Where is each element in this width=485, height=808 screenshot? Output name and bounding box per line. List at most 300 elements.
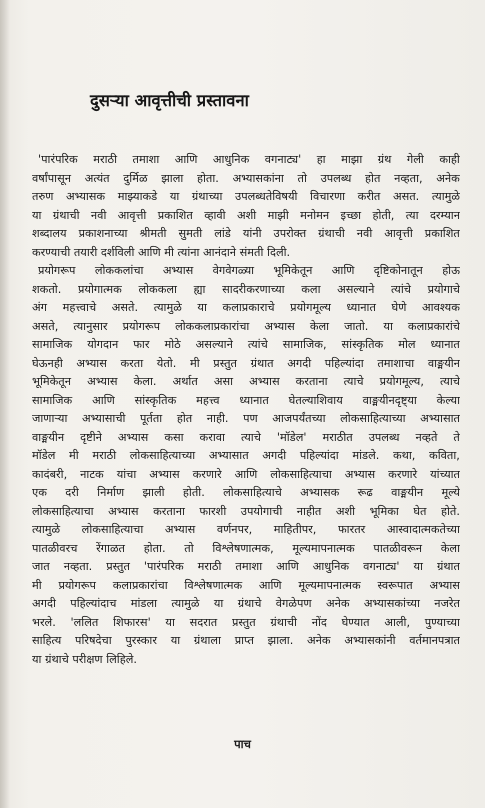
word: त्याचे [240,430,261,444]
word: गेली [406,153,424,166]
word: आवश्यक [422,301,460,314]
word: मूल्यमापनात्मक [298,578,361,592]
word: अभ्यासक [300,486,340,499]
text-line [32,651,460,670]
word: अभ्यास [249,375,280,388]
word: प्रकाशित [424,227,460,240]
word: अभ्यास [264,319,295,333]
word: ग्रंथ [377,153,392,166]
word: करणारे [192,467,222,481]
word: जाणाऱ्या [32,412,68,425]
text-line [32,577,460,596]
word: नाहीत [296,504,322,518]
word: करताना [153,504,185,518]
word: करता [120,356,144,370]
word: उपलब्ध [368,430,400,444]
word: अभ्यास [76,356,107,370]
text-line [32,244,460,263]
word: होते. [440,504,460,518]
text-line [32,447,460,466]
word: दिली. [267,245,291,259]
word: प्रयोगाचे [427,282,460,296]
text-line [32,410,460,429]
word: 'मॉडेल' [276,430,307,444]
word: ग्रंथाचे [45,652,73,666]
word: सुमती [178,227,203,240]
word: रूढ [357,486,373,499]
word: दृष्टीने [80,430,102,444]
word: नाटक [80,467,104,481]
word: एक [32,486,47,499]
word: घेऊनही [32,356,63,370]
word: भूमिकेतून [32,375,72,388]
word: लांडे [214,227,231,240]
word: आवृत्ती [117,208,147,222]
word: यांच्यात [430,467,460,481]
word: होऊ [442,264,460,277]
word: 'पारंपरिक [38,153,78,166]
word: या [165,615,175,629]
word: लोककलांचा [94,264,144,277]
word: यांनी [242,227,262,240]
word: मनोमन [300,208,330,222]
word: असा [213,375,234,388]
word: केला [440,541,460,555]
word: असते. [111,301,139,314]
word: आणि [92,393,115,407]
word: ग्रंथाच्या [191,190,223,203]
text-line [32,429,460,448]
word: पहिल्यांदा [299,449,339,462]
word: फार [133,338,150,351]
word: झाला [161,171,184,185]
word: घेणे [391,301,407,314]
word: ग्रंथाला [193,634,221,647]
word: ग्रंथाचे [237,597,262,610]
word: उपरोक्त [273,227,307,240]
word: मराठीत [322,430,353,444]
word: करण्याची [32,245,74,259]
text-line [32,188,460,207]
word: पुण्याच्या [424,615,460,629]
word: आणि [137,245,165,259]
word: आली, [384,615,411,629]
word: प्रस्तुत [213,356,237,370]
word: तमाशा [235,560,263,573]
word: अगदी [262,449,287,462]
word: नवी [356,227,373,240]
text-line [32,262,460,281]
word: मूल्ये [441,486,460,499]
word: करीत [357,190,381,203]
word: दुर्मिळ [123,171,148,185]
page-number: पाच [234,737,251,751]
word: मोल [398,338,416,351]
text-line [32,595,460,614]
word: या [213,597,224,610]
word: लिहिले. [106,652,137,666]
word: अभ्यास [344,467,376,481]
word: या [383,319,393,333]
word: उपलब्धतेविषयी [235,190,298,203]
word: श्रीमती [139,227,167,240]
word: उपयोगाची [240,504,283,518]
word: माझा [341,153,363,166]
word: केला. [133,375,157,388]
text-line [32,336,460,355]
word: लोककलाप्रकारांचा [175,319,250,333]
text-line [32,614,460,633]
word: त्यामुळे [171,597,200,610]
word: करताना [295,375,328,388]
word: कलाप्रकारांचे [407,319,460,333]
word: माझ्याकडे [117,190,158,203]
page-heading: दुसऱ्या आवृत्तीची प्रस्तावना [90,91,249,110]
word: जात [32,560,50,573]
word: या [197,301,207,314]
word: या [32,208,42,222]
word: प्रस्तुत [106,560,130,573]
word: तो [184,541,194,555]
word: सामाजिक [32,338,73,351]
word: प्रयोगरूप [38,264,76,277]
text-line [32,170,460,189]
word: कादंबरी, [32,467,68,481]
word: अभ्यास [162,264,194,277]
word: ग्रंथाची [318,227,345,240]
word: त्यांचे [247,338,268,351]
word: ग्रंथात [436,560,460,573]
word: परिषदेचा [75,634,112,647]
word: या [32,652,46,666]
word: महत्त्वाचे [62,301,97,314]
word: प्रकाशित [157,208,193,222]
word: सामाजिक, [282,338,327,351]
word: 'ललित [70,615,99,629]
word: शब्दालय [32,227,67,240]
word: फारशी [199,504,227,518]
word: त्यांना [177,245,204,259]
word: मांडला [130,597,158,610]
word: पहिल्यांदाच [70,597,117,610]
word: पातळीवरच [32,541,78,555]
word: अनेक [436,171,460,185]
word: मराठी [92,449,117,462]
word: भूमिकेतून [273,264,313,277]
word: सादरीकरणाच्या [222,282,285,296]
word: मूल्यमापनात्मक [292,541,355,555]
word: लोककला [138,282,177,296]
word: मी [32,578,42,592]
word: त्यामुळे [32,523,61,536]
word: नव्हता, [394,171,423,185]
word: अशी [335,504,356,518]
word: कला [301,282,321,296]
word: दरम्यान [429,208,460,222]
word: प्रयोगरूप [58,578,96,592]
word: प्रकाशनाच्या [78,227,128,240]
word: मोठे [164,338,181,351]
word: रेंगाळत [96,541,125,555]
word: अगदी [32,597,56,610]
word: आधुनिक [312,560,350,573]
word: उपलब्ध [320,171,352,185]
word: ह्या [193,282,206,296]
word: आणि [258,578,282,592]
body-text [32,151,460,669]
word: अत्यंत [84,171,110,185]
word: प्रस्तुत [231,615,256,629]
word: शिफारस' [113,615,151,629]
text-line [32,207,460,226]
word: मी [164,245,178,259]
word: सदरात [189,615,218,629]
word: जातो. [344,319,369,333]
word: हा [316,153,326,166]
word: पुरस्कार [125,634,157,647]
word: महत्त्व [196,393,220,407]
word: होता. [197,171,219,185]
text-line [32,558,460,577]
word: घेतल्याशिवाय [288,393,343,407]
word: प्रयोगमूल्य [290,301,331,314]
word: लोकसाहित्याचा [81,523,144,536]
word: यांचा [116,467,137,481]
word: भरले. [32,615,56,629]
word: नाही. [206,412,229,425]
word: नोंद [311,615,327,629]
word: अभ्यासकांच्या [363,597,420,610]
word: त्या [405,208,419,222]
word: प्रयोगात्मक [77,282,122,296]
text-line [32,318,460,337]
word: वाङ्मयीनदृष्ट्या [362,393,417,407]
word: तमाशाचा [377,356,415,370]
word: माझी [267,208,289,222]
word: मराठी [93,153,118,166]
word: सामाजिक [32,393,73,407]
word: त्यामुळे [431,190,460,203]
word: साहित्य [32,634,62,647]
word: काही [439,153,460,166]
word: मराठी [197,560,222,573]
word: अभ्यासात [420,412,460,425]
word: अभ्यास [87,375,118,388]
word: तयारी [73,245,101,259]
word: अभ्यासाची [81,412,126,425]
word: ग्रंथाची [52,208,80,222]
word: ध्यानात [239,393,269,407]
word: होत [365,171,381,185]
word: आणि [234,467,258,481]
word: लोकसाहित्याचा [270,467,332,481]
word: करणारे [388,467,418,481]
word: होती. [182,486,205,499]
word: आधुनिक [212,153,250,166]
word: अभ्यास [117,430,149,444]
word: होता. [143,541,166,555]
text-line [32,373,460,392]
word: लोकसाहित्याचे [223,486,282,499]
word: आणि [174,153,198,166]
word: येतो. [156,356,177,370]
word: वेगवेगळ्या [212,264,255,277]
word: कविता, [429,449,460,462]
text-line [32,484,460,503]
word: कसा [164,430,184,444]
word: वेगळेपण [275,597,312,610]
word: असल्याने [337,282,375,296]
word: झाली [142,486,165,499]
text-line [32,503,460,522]
word: आजपर्यंतच्या [272,412,326,425]
word: तरुण [32,190,54,203]
word: नजरेत [434,597,460,610]
word: 'पारंपरिक [143,560,184,573]
word: ध्यानात [346,301,376,314]
word: प्रयोगमूल्य, [379,375,424,388]
word: योगदान [87,338,119,351]
word: घेत [413,504,427,518]
word: कलाप्रकाराचे [222,301,275,314]
word: आणि [331,264,355,277]
word: कथा, [392,449,416,462]
text-line [32,392,460,411]
word: दर्शविली [100,245,138,259]
word: आणि [276,560,299,573]
word: अर्थात [172,375,198,388]
word: ग्रंथाची [270,615,297,629]
word: मी [69,449,79,462]
word: माहितीपर, [273,523,317,536]
word: पातळीवरून [373,541,423,555]
word: लोकसाहित्याचा [32,504,94,518]
word: असत. [392,190,420,203]
word: सांस्कृतिक [341,338,384,351]
word: होती, [372,208,395,222]
word: भूमिका [369,504,399,518]
word: वर्षांपासून [32,171,71,185]
word: मांडले. [352,449,380,462]
word: वाङ्मयीन [427,356,460,370]
word: अभ्यासात [208,449,249,462]
word: असल्याने [195,338,233,351]
word: पूर्तता [140,412,163,425]
text-line [32,151,460,170]
word: मी [189,356,200,370]
text-line [32,632,460,651]
gutter-shadow [0,0,10,808]
word: विचारणा [310,190,346,203]
word: अभ्यास [108,504,139,518]
word: व्हावी [204,208,226,222]
word: त्यांचे [391,282,411,296]
word: लोकसाहित्याच्या [129,449,196,462]
word: वाङ्मयीन [391,486,424,499]
word: वगनाट्य' [363,560,400,573]
word: दरी [65,486,79,499]
word: संमती [239,245,268,259]
word: या [170,634,181,647]
word: या [413,560,423,573]
text-line [32,355,460,374]
word: अभ्यासकांना [232,171,284,185]
word: आनंदाने [203,245,240,259]
word: अशी [236,208,257,222]
word: वगनाट्य' [264,153,302,166]
word: नवी [90,208,107,222]
word: वर्णनपर, [216,523,253,536]
word: फारतर [337,523,366,536]
text-line [32,540,460,559]
word: स्वरूपात [377,578,413,592]
word: करावा [199,430,225,444]
word: नव्हता. [63,560,93,573]
word: आवृत्ती [384,227,413,240]
word: अभ्यास [164,523,196,536]
word: त्याचे [440,375,460,388]
word: इच्छा [340,208,362,222]
word: वाङ्मयीन [32,430,65,444]
word: दृष्टिकोनातून [373,264,423,277]
word: प्रयोगरूप [122,319,161,333]
word: विश्लेषणात्मक, [212,541,274,555]
word: घेण्यात [341,615,370,629]
word: विश्लेषणात्मक [184,578,243,592]
word: मॉडेल [32,449,56,462]
text-line [32,281,460,300]
word: पण [243,412,258,425]
text-line [32,466,460,485]
word: कलाप्रकारांचा [112,578,168,592]
word: या [169,190,180,203]
word: केल्या [436,393,460,407]
word: ग्रंथात [250,356,274,370]
word: सांस्कृतिक [134,393,177,407]
word: अभ्यास [149,467,180,481]
text-line [32,225,460,244]
word: केला [309,319,330,333]
word: अंग [32,301,47,314]
word: त्याचे [343,375,364,388]
word: अभ्यास [429,578,460,592]
word: तमाशा [132,153,160,166]
word: त्यामुळे [153,301,182,314]
word: होत [176,412,193,425]
word: अभ्यासकांनी [344,634,396,647]
word: असते, [32,319,59,333]
word: पहिल्यांदा [324,356,364,370]
word: अनेक [307,634,331,647]
word: अभ्यासक [65,190,106,203]
word: झाला. [267,634,294,647]
text-line [32,299,460,318]
word: प्राप्त [234,634,254,647]
word: आस्वादात्मकतेच्या [386,523,460,536]
text-line [32,521,460,540]
word: अगदी [287,356,312,370]
word: लोकसाहित्याच्या [340,412,406,425]
word: नव्हते [415,430,438,444]
word: ते [453,430,460,444]
word: अनेक [325,597,350,610]
word: शकतो. [32,282,62,296]
word: वर्तमानपत्रात [409,634,460,647]
word: तो [297,171,307,185]
word: ध्यानात [430,338,460,351]
word: त्यानुसार [73,319,108,333]
word: परीक्षण [72,652,107,666]
